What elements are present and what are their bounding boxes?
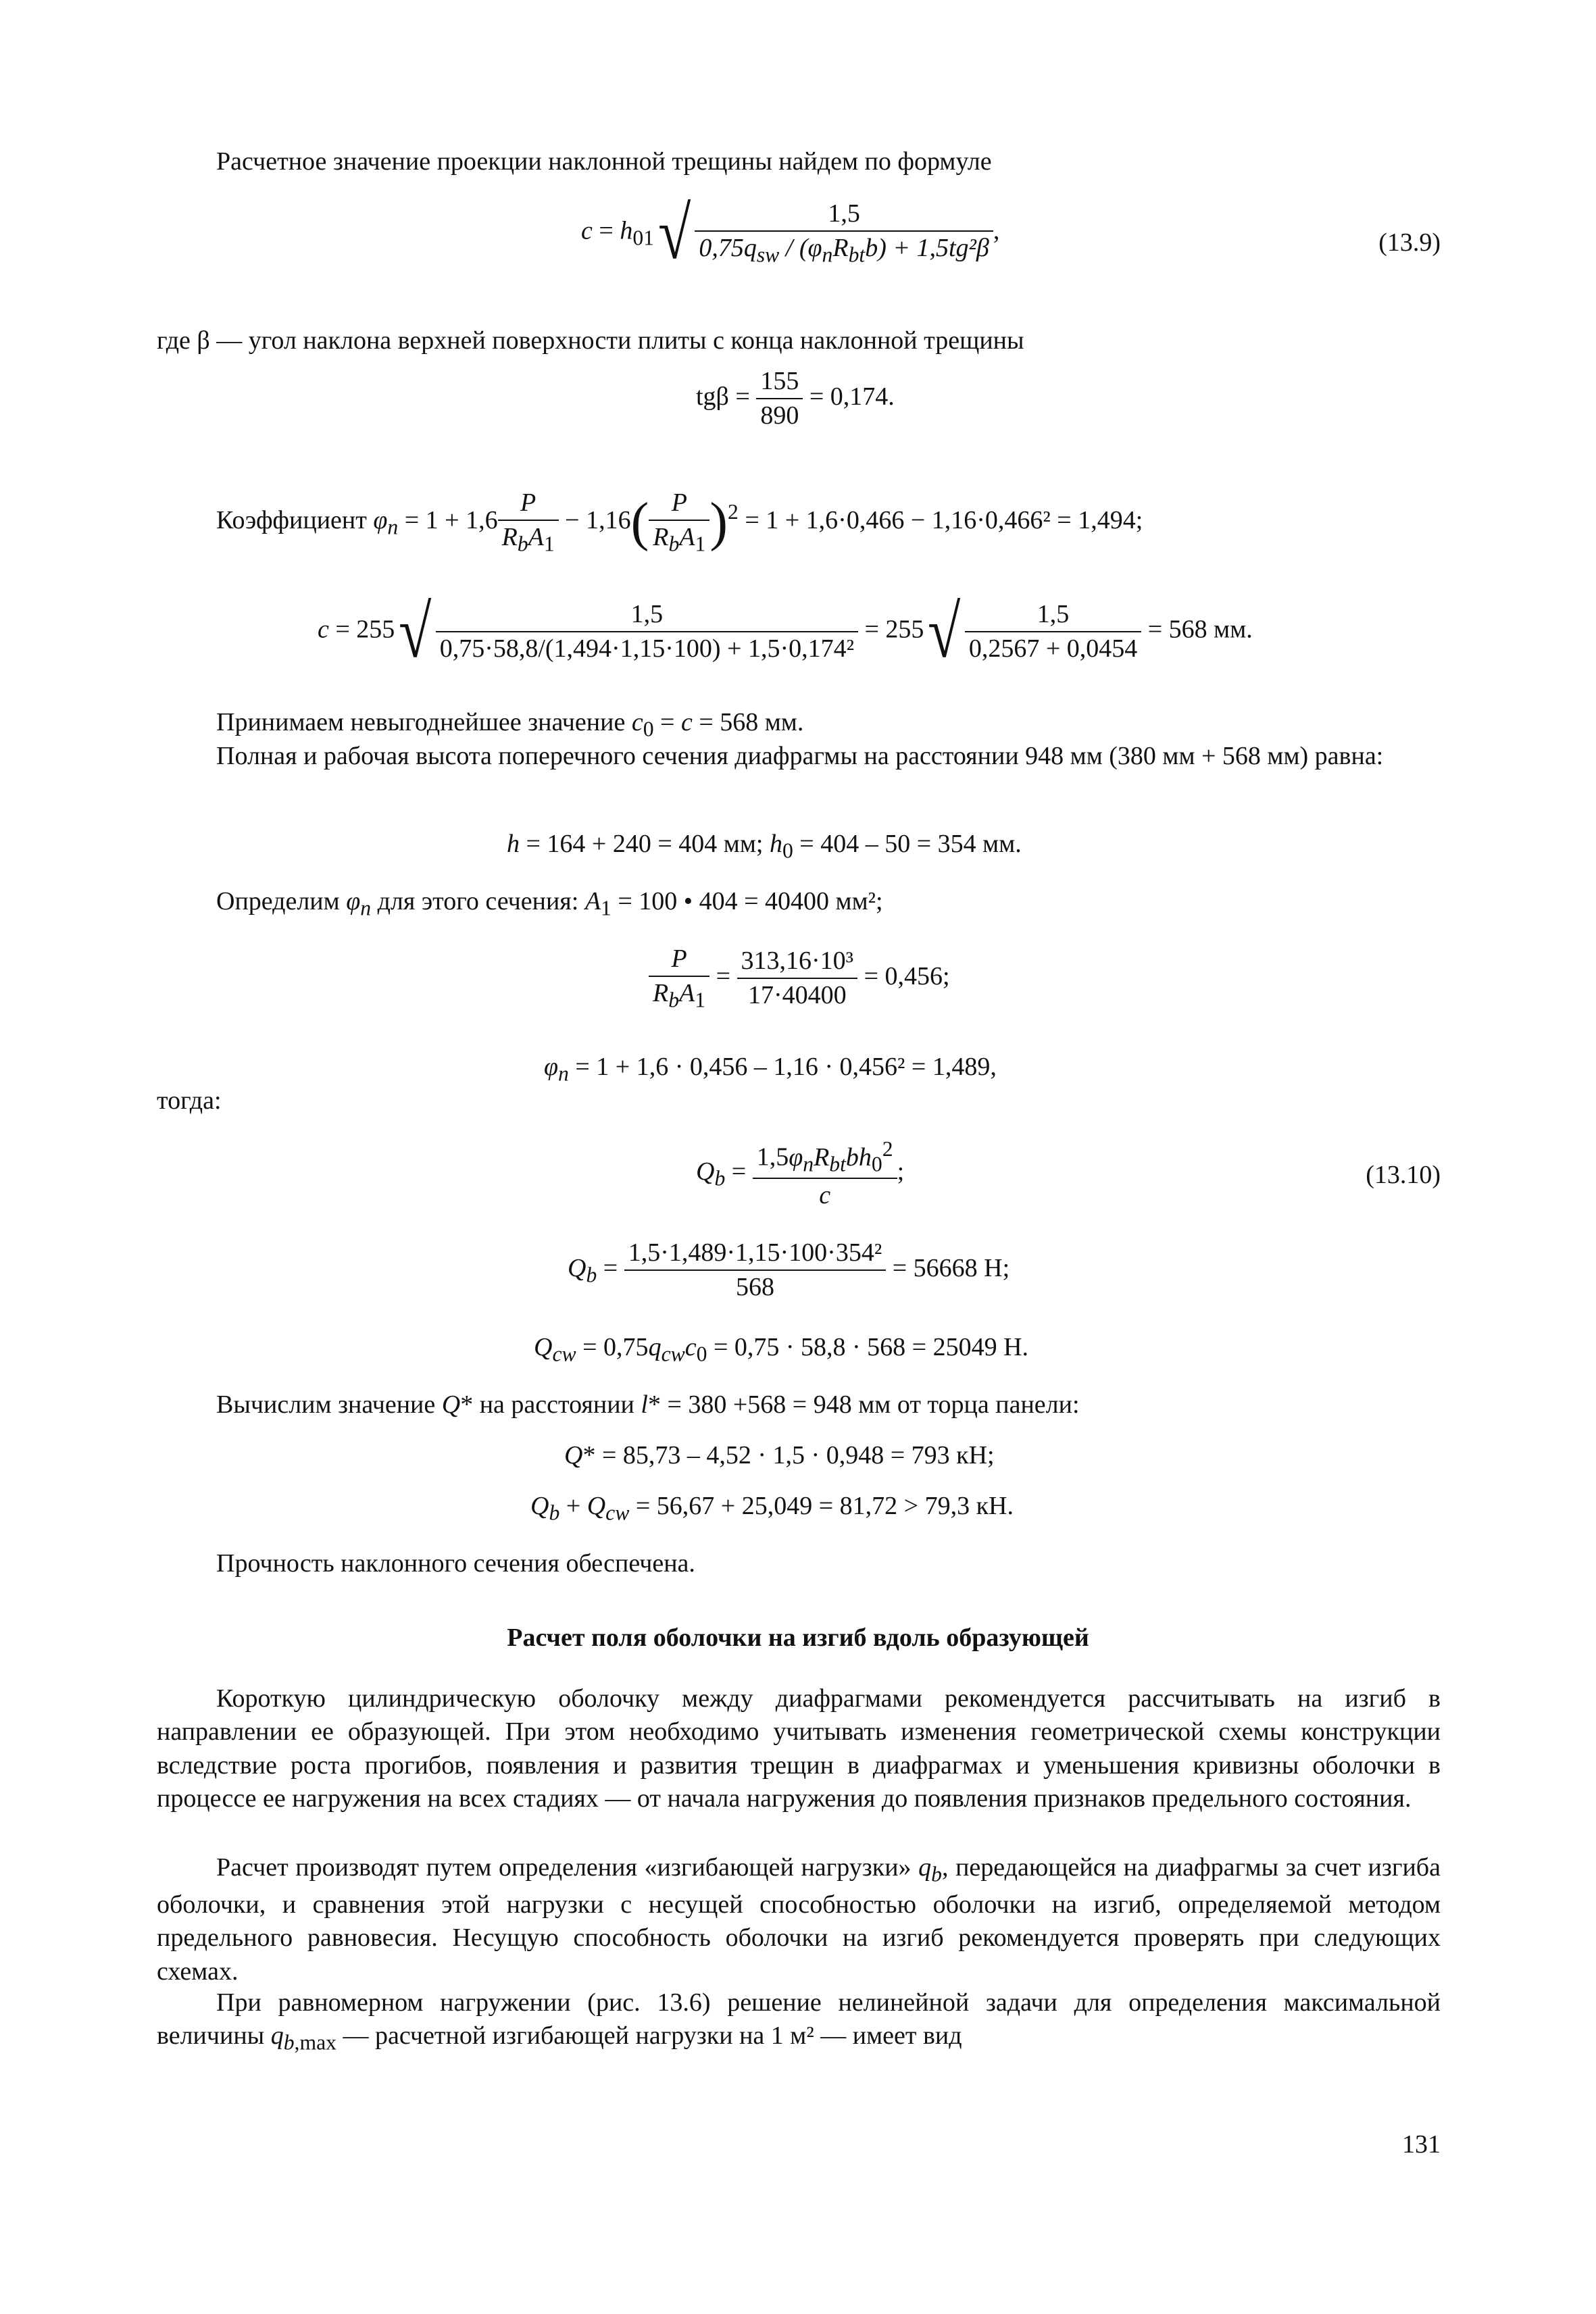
q-star-equation: Q* = 85,73 – 4,52 · 1,5 · 0,948 = 793 кН; xyxy=(564,1441,995,1469)
equation-label-13-10: (13.10) xyxy=(1366,1161,1441,1189)
equation-13-9: $c = h_{01}√$ $\frac{1,5}{0,75q_{sw} / (\varphi_nR_{bt}b) + 1,5tg^2\beta}$ , xyxy=(581,192,1000,274)
c-calculation: c = 255√ $\frac{1,5}{\text{0,75·58,8/(1,494·1,15·100) + 1,5·0,174²}}$ = 255√ $\frac{1,5}{0,2567 + 0,0454}$ = 568 мм. xyxy=(318,590,1253,673)
coefficient-equation: Коэффициент $\varphi_n = 1 + 1,6$ $\frac{P}{R_bA_1}$ − 1,16( $\frac{P}{R_bA_1}$ )$^2$ = 1 + 1,6·0,466 − 1,16·0,466² = 1,494; xyxy=(216,486,1143,558)
togda-text: тогда: xyxy=(157,1086,222,1115)
qb-calculation: $Q_b$ = $\frac{\text{1,5·1,489·1,15·100·354²}}{568}$ = 56668 Н; xyxy=(568,1236,1009,1305)
beta-definition: где β — угол наклона верхней поверхности плиты с конца наклонной трещины xyxy=(157,326,1024,355)
page-number: 131 xyxy=(1402,2130,1441,2159)
height-equation: h = 164 + 240 = 404 мм; $h_0 = 404 - 50 = 354$ мм. xyxy=(507,830,1022,863)
paragraph-1: Короткую цилиндрическую оболочку между диафрагмами рекомендуется рассчитывать на изгиб в направлении ее образующей. При этом необходимо учитывать изменения геометрической схемы конструкции вследствие роста прогибов, появления и развития трещин в диафрагмах и уменьшения кривизны оболочки в процессе ее нагружения на всех стадиях — от начала нагружения до появления признаков предельного состояния. xyxy=(157,1684,1441,1813)
phi-n-equation: $\varphi_n = 1 + 1,6 \cdot 0,456 - 1,16 \cdot 0,456^2 = 1,489$, xyxy=(544,1053,997,1086)
equation-label-13-9: (13.9) xyxy=(1378,228,1441,257)
q-sum-equation: $Q_b + Q_{cw} = 56,67 + 25,049 = 81,72 > 79,3$ кН. xyxy=(530,1492,1014,1525)
qb-formula: $Q_b$ = $\frac{1,5\varphi_nR_{bt}bh_0^2}{c}$ ; xyxy=(696,1135,904,1213)
qcw-equation: $Q_{cw} = 0,75q_{cw}c_0 = 0,75 \cdot 58,8 \cdot 568 = 25049$ Н. xyxy=(534,1333,1029,1366)
eq139-fraction: $\frac{1,5}{0,75q_{sw} / (\varphi_nR_{bt}b) + 1,5tg^2\beta}$ xyxy=(695,197,993,269)
accept-text: Принимаем невыгоднейшее значение $c_0 = c = 568$ мм. xyxy=(216,708,804,741)
paragraph-3: При равномерном нагружении (рис. 13.6) решение нелинейной задачи для определения максимальной величины $q_{b,max}$ — расчетной изгибающей нагрузки на 1 м² — имеет вид xyxy=(157,1988,1441,2055)
full-height-text: Полная и рабочая высота поперечного сечения диафрагмы на расстоянии 948 мм (380 мм + 568 мм) равна: xyxy=(216,742,1384,770)
phi-definition: Определим $\varphi_n$ для этого сечения: $A_1 = 100$ • 404 = 40400 мм²; xyxy=(216,887,883,920)
strength-text: Прочность наклонного сечения обеспечена. xyxy=(216,1549,695,1578)
section-heading: Расчет поля оболочки на изгиб вдоль образующей xyxy=(507,1624,1089,1652)
p-ratio-equation: $\frac{P}{R_bA_1}$ = $\frac{\text{313,16·10³}}{17\cdot 40400}$ = 0,456; xyxy=(649,942,950,1014)
intro-text: Расчетное значение проекции наклонной трещины найдем по формуле xyxy=(216,147,992,176)
tg-beta-equation: tgβ = $\frac{155}{890}$ = 0,174. xyxy=(696,365,895,433)
paragraph-2: Расчет производят путем определения «изгибающей нагрузки» $q_b$, передающейся на диафрагмы за счет изгиба оболочки, и сравнения этой нагрузки с несущей способностью оболочки на изгиб, определяемой методом предельного равновесия. Несущую способность оболочки на изгиб рекомендуется проверять при следующих схемах. xyxy=(157,1853,1441,1986)
q-star-intro: Вычислим значение Q* на расстоянии l* = 380 +568 = 948 мм от торца панели: xyxy=(216,1390,1080,1419)
